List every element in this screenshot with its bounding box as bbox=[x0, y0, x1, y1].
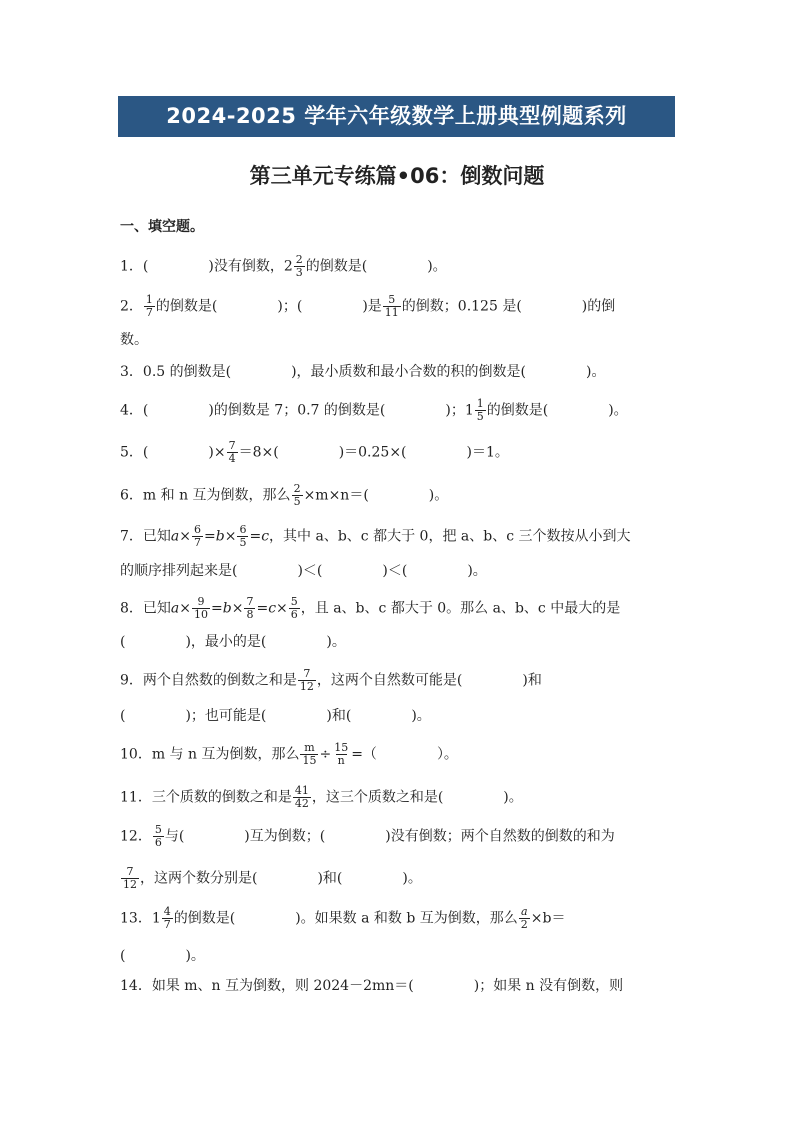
fraction: $\frac{41}{42}$ bbox=[294, 784, 309, 810]
question-8: 8．已知a× $\frac{9}{10}$ =b× $\frac{7}{8}$ =c× $\frac{5}{6}$ ，且 a、b、c 都大于 0。那么 a、b、c 中最大的是 bbox=[120, 595, 621, 621]
question-13: 13．1 $\frac{4}{7}$ 的倒数是( )。如果数 a 和数 b 互为倒数，那么 $\frac{a}{2}$ ×b＝ bbox=[120, 905, 566, 931]
question-7-cont: 的顺序排列起来是( )＜( )＜( )。 bbox=[120, 563, 487, 579]
question-2: 2． $\frac{1}{7}$ 的倒数是( )；( )是 $\frac{5}{11}$ 的倒数；0.125 是( )的倒 bbox=[120, 293, 616, 319]
fraction: $\frac{2}{5}$ bbox=[293, 482, 301, 508]
fraction: $\frac{1}{5}$ bbox=[476, 397, 484, 423]
fraction: $\frac{7}{12}$ bbox=[299, 667, 314, 693]
question-9-cont: ( )；也可能是( )和( )。 bbox=[120, 708, 431, 724]
fraction: $\frac{a}{2}$ bbox=[520, 905, 528, 931]
question-9: 9．两个自然数的倒数之和是 $\frac{7}{12}$ ，这两个自然数可能是( )和 bbox=[120, 667, 542, 693]
question-14: 14．如果 m、n 互为倒数，则 2024－2mn＝( )；如果 n 没有倒数，则 bbox=[120, 978, 624, 994]
title-banner: 2024-2025 学年六年级数学上册典型例题系列 bbox=[118, 96, 675, 137]
question-12-cont: $\frac{7}{12}$ ，这两个数分别是( )和( )。 bbox=[123, 865, 422, 891]
question-7: 7．已知a× $\frac{6}{7}$ =b× $\frac{6}{5}$ =c，其中 a、b、c 都大于 0，把 a、b、c 三个数按从小到大 bbox=[120, 523, 631, 549]
question-2-cont: 数。 bbox=[120, 332, 148, 348]
question-13-cont: ( )。 bbox=[120, 948, 205, 964]
fraction: $\frac{6}{5}$ bbox=[239, 523, 247, 549]
fraction: $\frac{6}{7}$ bbox=[194, 523, 202, 549]
fraction: $\frac{5}{6}$ bbox=[154, 823, 162, 849]
fraction: $\frac{7}{12}$ bbox=[123, 865, 137, 891]
question-3: 3．0.5 的倒数是( )，最小质数和最小合数的积的倒数是( )。 bbox=[120, 364, 606, 380]
fraction: $\frac{m}{15}$ bbox=[302, 741, 317, 767]
fraction: $\frac{9}{10}$ bbox=[194, 595, 209, 621]
question-11: 11．三个质数的倒数之和是 $\frac{41}{42}$ ，这三个质数之和是( )。 bbox=[120, 784, 523, 810]
page-title: 第三单元专练篇•06：倒数问题 bbox=[249, 164, 545, 188]
question-1: 1．( )没有倒数，2 $\frac{2}{3}$ 的倒数是( )。 bbox=[120, 253, 447, 279]
question-4: 4．( )的倒数是 7；0.7 的倒数是( )；1 $\frac{1}{5}$ 的倒数是( )。 bbox=[120, 397, 628, 423]
fraction: $\frac{4}{7}$ bbox=[163, 905, 171, 931]
question-6: 6．m 和 n 互为倒数，那么 $\frac{2}{5}$ ×m×n＝( )。 bbox=[120, 482, 449, 508]
question-8-cont: ( )，最小的是( )。 bbox=[120, 634, 346, 650]
fraction: $\frac{5}{6}$ bbox=[290, 595, 298, 621]
fraction: $\frac{15}{n}$ bbox=[334, 741, 349, 767]
fraction: $\frac{2}{3}$ bbox=[295, 253, 303, 279]
question-5: 5．( )× $\frac{7}{4}$ ＝8×( )＝0.25×( )＝1。 bbox=[120, 439, 509, 465]
section-heading: 一、填空题。 bbox=[120, 219, 204, 235]
question-10: 10．m 与 n 互为倒数，那么 $\frac{m}{15}$ ÷ $\frac{15}{n}$ =（ ）。 bbox=[120, 741, 458, 767]
fraction: $\frac{5}{11}$ bbox=[384, 293, 399, 319]
fraction: $\frac{7}{4}$ bbox=[228, 439, 236, 465]
question-12: 12． $\frac{5}{6}$ 与( )互为倒数；( )没有倒数；两个自然数的倒数的和为 bbox=[120, 823, 615, 849]
fraction: $\frac{1}{7}$ bbox=[145, 293, 153, 319]
fraction: $\frac{7}{8}$ bbox=[246, 595, 254, 621]
